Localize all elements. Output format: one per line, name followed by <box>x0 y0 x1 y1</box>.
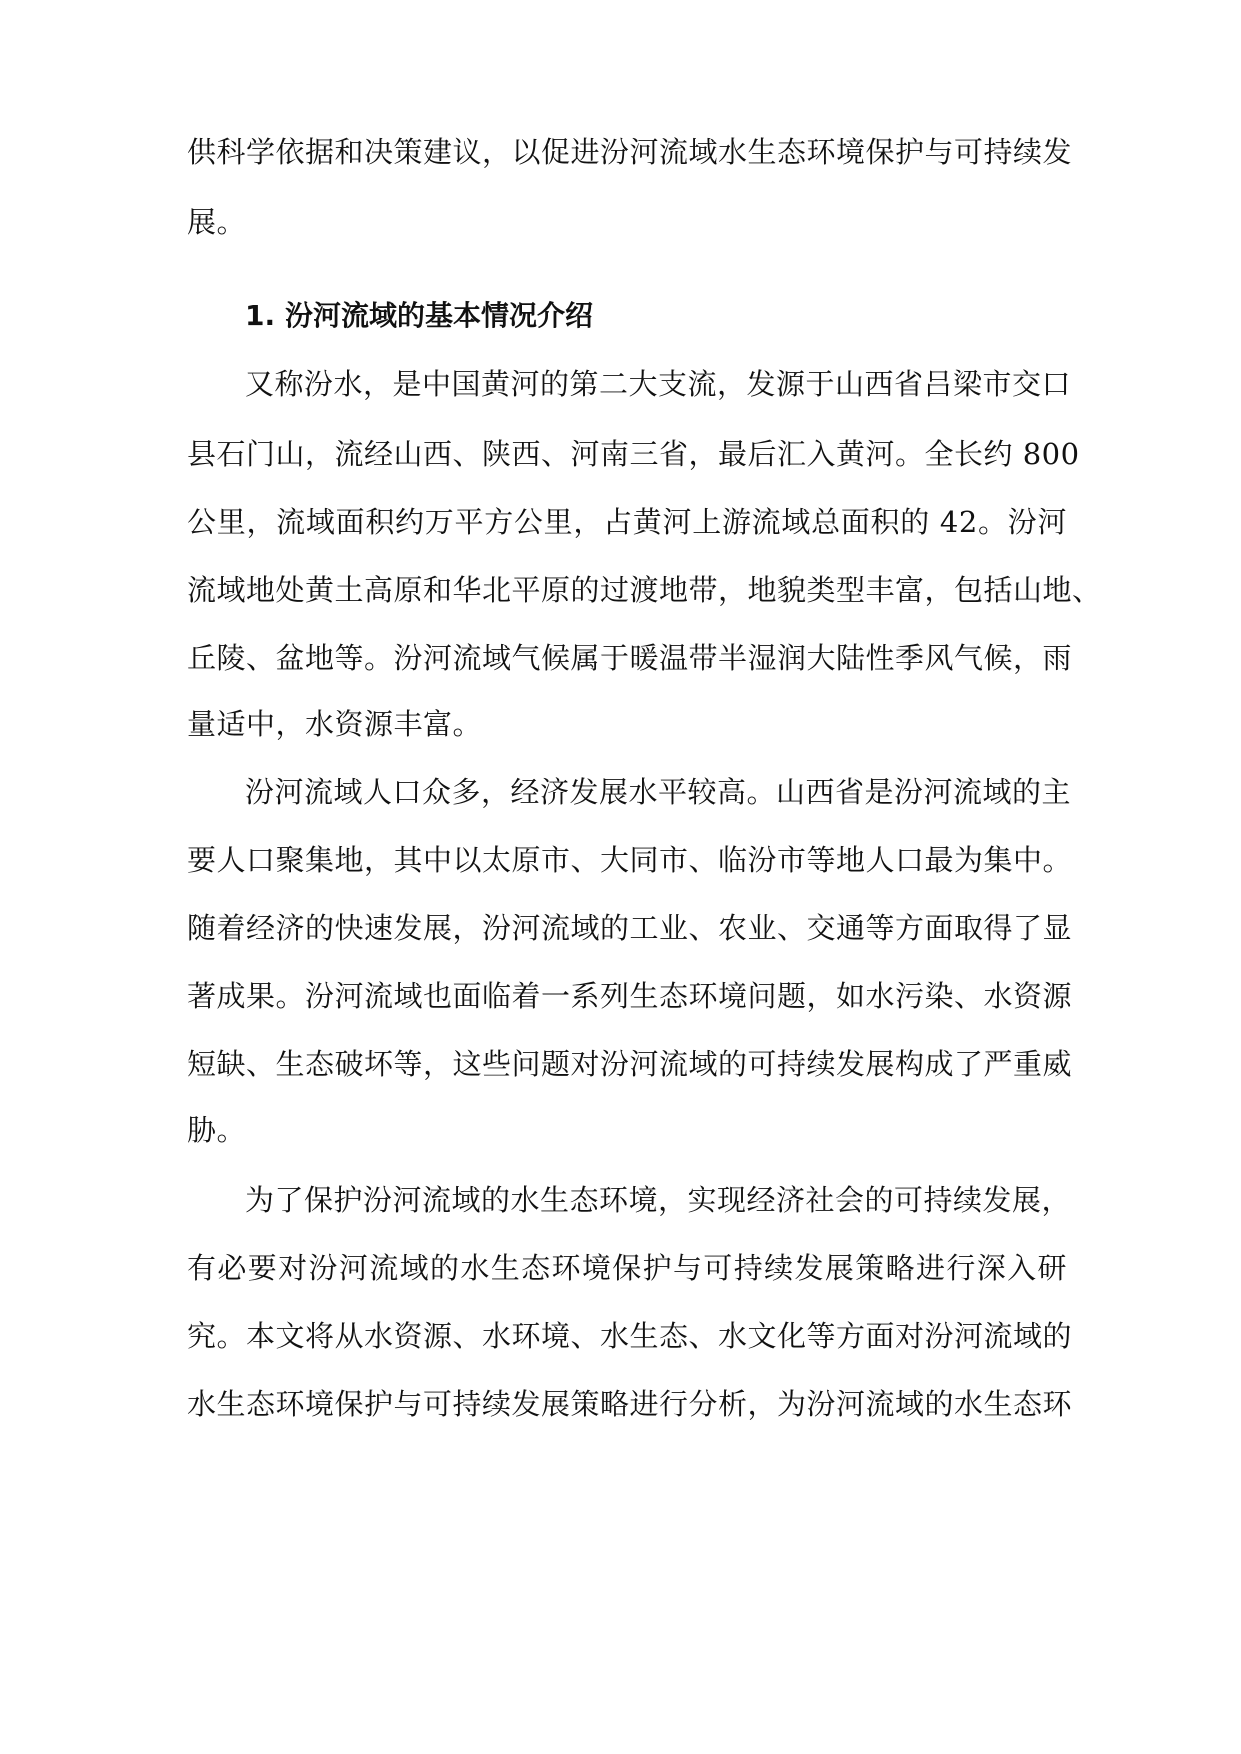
paragraph-line: 有必要对汾河流域的水生态环境保护与可持续发展策略进行深入研 <box>187 1251 1067 1285</box>
paragraph-line: 究。本文将从水资源、水环境、水生态、水文化等方面对汾河流域的 <box>187 1319 1073 1353</box>
paragraph-line: 随着经济的快速发展，汾河流域的工业、农业、交通等方面取得了显 <box>187 911 1073 945</box>
section-number: 1. <box>245 299 276 332</box>
text-line: 供科学依据和决策建议，以促进汾河流域水生态环境保护与可持续发 <box>187 135 1073 169</box>
paragraph-line: 为了保护汾河流域的水生态环境，实现经济社会的可持续发展， <box>245 1183 1072 1217</box>
paragraph-line: 胁。 <box>187 1113 247 1147</box>
paragraph-line: 量适中，水资源丰富。 <box>187 707 483 741</box>
paragraph-line: 要人口聚集地，其中以太原市、大同市、临汾市等地人口最为集中。 <box>187 843 1073 877</box>
text-line: 展。 <box>187 205 247 239</box>
paragraph-line: 水生态环境保护与可持续发展策略进行分析，为汾河流域的水生态环 <box>187 1387 1073 1421</box>
paragraph-line: 县石门山，流经山西、陕西、河南三省，最后汇入黄河。全长约 800 <box>187 437 1080 471</box>
paragraph-line: 流域地处黄土高原和华北平原的过渡地带，地貌类型丰富，包括山地、 <box>187 573 1102 607</box>
paragraph-line: 著成果。汾河流域也面临着一系列生态环境问题，如水污染、水资源 <box>187 979 1073 1013</box>
paragraph-line: 公里，流域面积约万平方公里，占黄河上游流域总面积的 42。汾河 <box>187 505 1067 539</box>
section-heading <box>245 296 593 336</box>
paragraph-line: 又称汾水，是中国黄河的第二大支流，发源于山西省吕梁市交口 <box>245 367 1072 401</box>
paragraph-line: 汾河流域人口众多，经济发展水平较高。山西省是汾河流域的主 <box>245 775 1072 809</box>
paragraph-line: 丘陵、盆地等。汾河流域气候属于暖温带半湿润大陆性季风气候，雨 <box>187 641 1073 675</box>
paragraph-line: 短缺、生态破坏等，这些问题对汾河流域的可持续发展构成了严重威 <box>187 1047 1073 1081</box>
section-title: 汾河流域的基本情况介绍 <box>285 299 594 332</box>
